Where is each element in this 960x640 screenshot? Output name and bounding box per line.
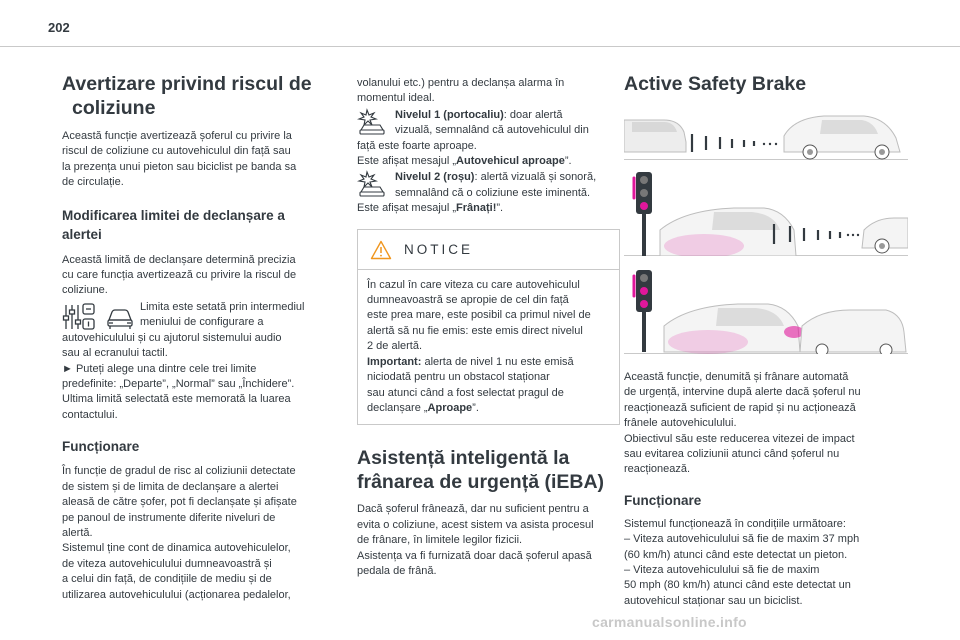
section-title-ieba: Asistență inteligentă la frânarea de urgență (iEBA)	[357, 447, 605, 494]
config-menu-row	[62, 302, 332, 332]
message-brake: Frânați!	[456, 202, 497, 215]
active-safety-brake-paragraph: Această funcție, denumită și frânare automată de urgență, intervine după alerte dacă șoferul nu reacționează suficient de rapid și nu acționează frânele autovehiculului. Obiectivul său este reducerea vitezei de impact sau evitarea coliziunii atunci când șoferul nu reacționează.	[624, 371, 861, 476]
notice-title: NOTICE	[404, 242, 474, 258]
operation-conditions: Sistemul funcționează în condițiile următoare: – Viteza autovehiculului să fie de maxim 37 mph (60 km/h) atunci când este detectat un pieton. – Viteza autovehiculului să fie de maxim 50 mph (80 km/h) atunci când este detectat un autovehicul staționar sau un biciclist.	[624, 517, 860, 607]
level-1-label: Nivelul 1 (portocaliu)	[395, 108, 504, 121]
intro-paragraph: Această funcție avertizează șoferul cu privire la riscul de coliziune cu autovehiculul din față sau la prezența unui pieton sau biciclist pe banda sa de circulație.	[62, 130, 297, 189]
section-title-active-safety-brake: Active Safety Brake	[624, 73, 807, 95]
illustration-automatic-braking	[624, 262, 908, 354]
collision-alert-icon	[357, 170, 387, 198]
threshold-rest: autovehiculului și cu ajutorul sistemului audio sau al ecranului tactil. ► Puteți alege una dintre cele trei limite predefinite: „Departe”, „Normal” sau „Închidere”. Ultima limită selectată este memorată la luarea contactului.	[62, 331, 295, 421]
warning-triangle-icon	[370, 240, 392, 260]
config-menu-text-1: Limita este setată prin intermediul	[140, 300, 305, 313]
level-1-row: Nivelul 1 (portocaliu): doar alertă vizuală, semnalând că autovehiculul din	[357, 108, 620, 139]
notice-text: În cazul în care viteza cu care autovehiculul dumneavoastră se apropie de cel din față este prea mare, este posibil ca primul nivel de alertă să nu fie emis: este emis direct nivelul 2 de alertă. Important: alerta de nivel 1 nu este emisă niciodată pentru un obstacol staționar sau atunci când a fost selectat pragul de declanșare „Aproape”.	[367, 278, 591, 414]
continued-paragraph: volanului etc.) pentru a declanșa alarma în momentul ideal.	[357, 77, 565, 105]
operation-paragraph: În funcție de gradul de risc al coliziunii detectate de sistem și de limita de declanșare a alertei aleasă de către șofer, pot fi declanșate și afișate pe panoul de instrumente diferite niveluri de alertă. Sistemul ține cont de dinamica autovehiculelor, de viteza autovehiculului dumneavoastră și a celui din față, de condițiile de mediu și de utilizarea autovehiculului (acționarea pedalelor,	[62, 465, 297, 601]
page-number: 202	[48, 20, 70, 35]
notice-divider	[358, 269, 619, 270]
settings-menu-icon	[62, 302, 96, 332]
column-3	[624, 72, 908, 609]
level-2-row: Nivelul 2 (roșu): alertă vizuală și sonoră, semnalând că o coliziune este iminentă.	[357, 170, 620, 201]
column-1	[62, 72, 332, 603]
car-icon	[106, 302, 134, 332]
subsection-title-operation: Funcționare	[62, 439, 140, 455]
collision-alert-icon	[357, 108, 387, 136]
illustration-warning-alert	[624, 168, 908, 256]
subsection-title-threshold: Modificarea limitei de declanșare a alertei	[62, 207, 285, 242]
header-rule	[0, 46, 960, 47]
column-2: volanului etc.) pentru a declanșa alarma în momentul ideal. Nivelul 1 (portocaliu): doar alertă vizuală, semnalând că autovehiculul din față este foarte aproape. Este afișat mesajul „Autovehicul aproape”. Nivelul 2 (roșu): alertă vizuală și sonoră, semnalând că o coliziune este iminentă. Este afișat mesajul „Frânați!”. NOTICE În cazul în care viteza cu care autovehiculul dumneavoastră se apropie de cel din față este prea mare, este posibil ca primul nivel de alertă să nu fie emis: este emis direct nivelul 2 de alertă. Important: alerta de nivel 1 nu este emisă niciodată pentru un obstacol staționar sau atunci când a fost selectat pragul de declanșare „Aproape”. Asistență inteligentă la frânarea de urgență (iEBA) Dacă șoferul frânează, dar nu suficient pentru a evita o coliziune, acest sistem va asista procesul de frânare, în limitele legilor fizicii. Asistența va fi furnizată doar dacă șoferul apasă pedala de frână.	[357, 76, 620, 579]
level-2-label: Nivelul 2 (roșu)	[395, 171, 475, 184]
illustration-distance-alert	[624, 112, 908, 160]
subsection-title-operation-asb: Funcționare	[624, 492, 702, 508]
notice-box	[357, 229, 620, 426]
section-title-collision-warning: Avertizare privind riscul de coliziune	[62, 73, 312, 119]
watermark: carmanualsonline.info	[592, 614, 747, 630]
ieba-paragraph: Dacă șoferul frânează, dar nu suficient pentru a evita o coliziune, acest sistem va asista procesul de frânare, în limitele legilor fizicii. Asistența va fi furnizată doar dacă șoferul apasă pedala de frână.	[357, 503, 594, 577]
config-menu-text-2: meniului de configurare a	[140, 316, 264, 329]
threshold-paragraph: Această limită de declanșare determină precizia cu care funcția avertizează cu privire la riscul de coliziune.	[62, 253, 297, 297]
message-vehicle-close: Autovehicul aproape	[456, 155, 565, 168]
